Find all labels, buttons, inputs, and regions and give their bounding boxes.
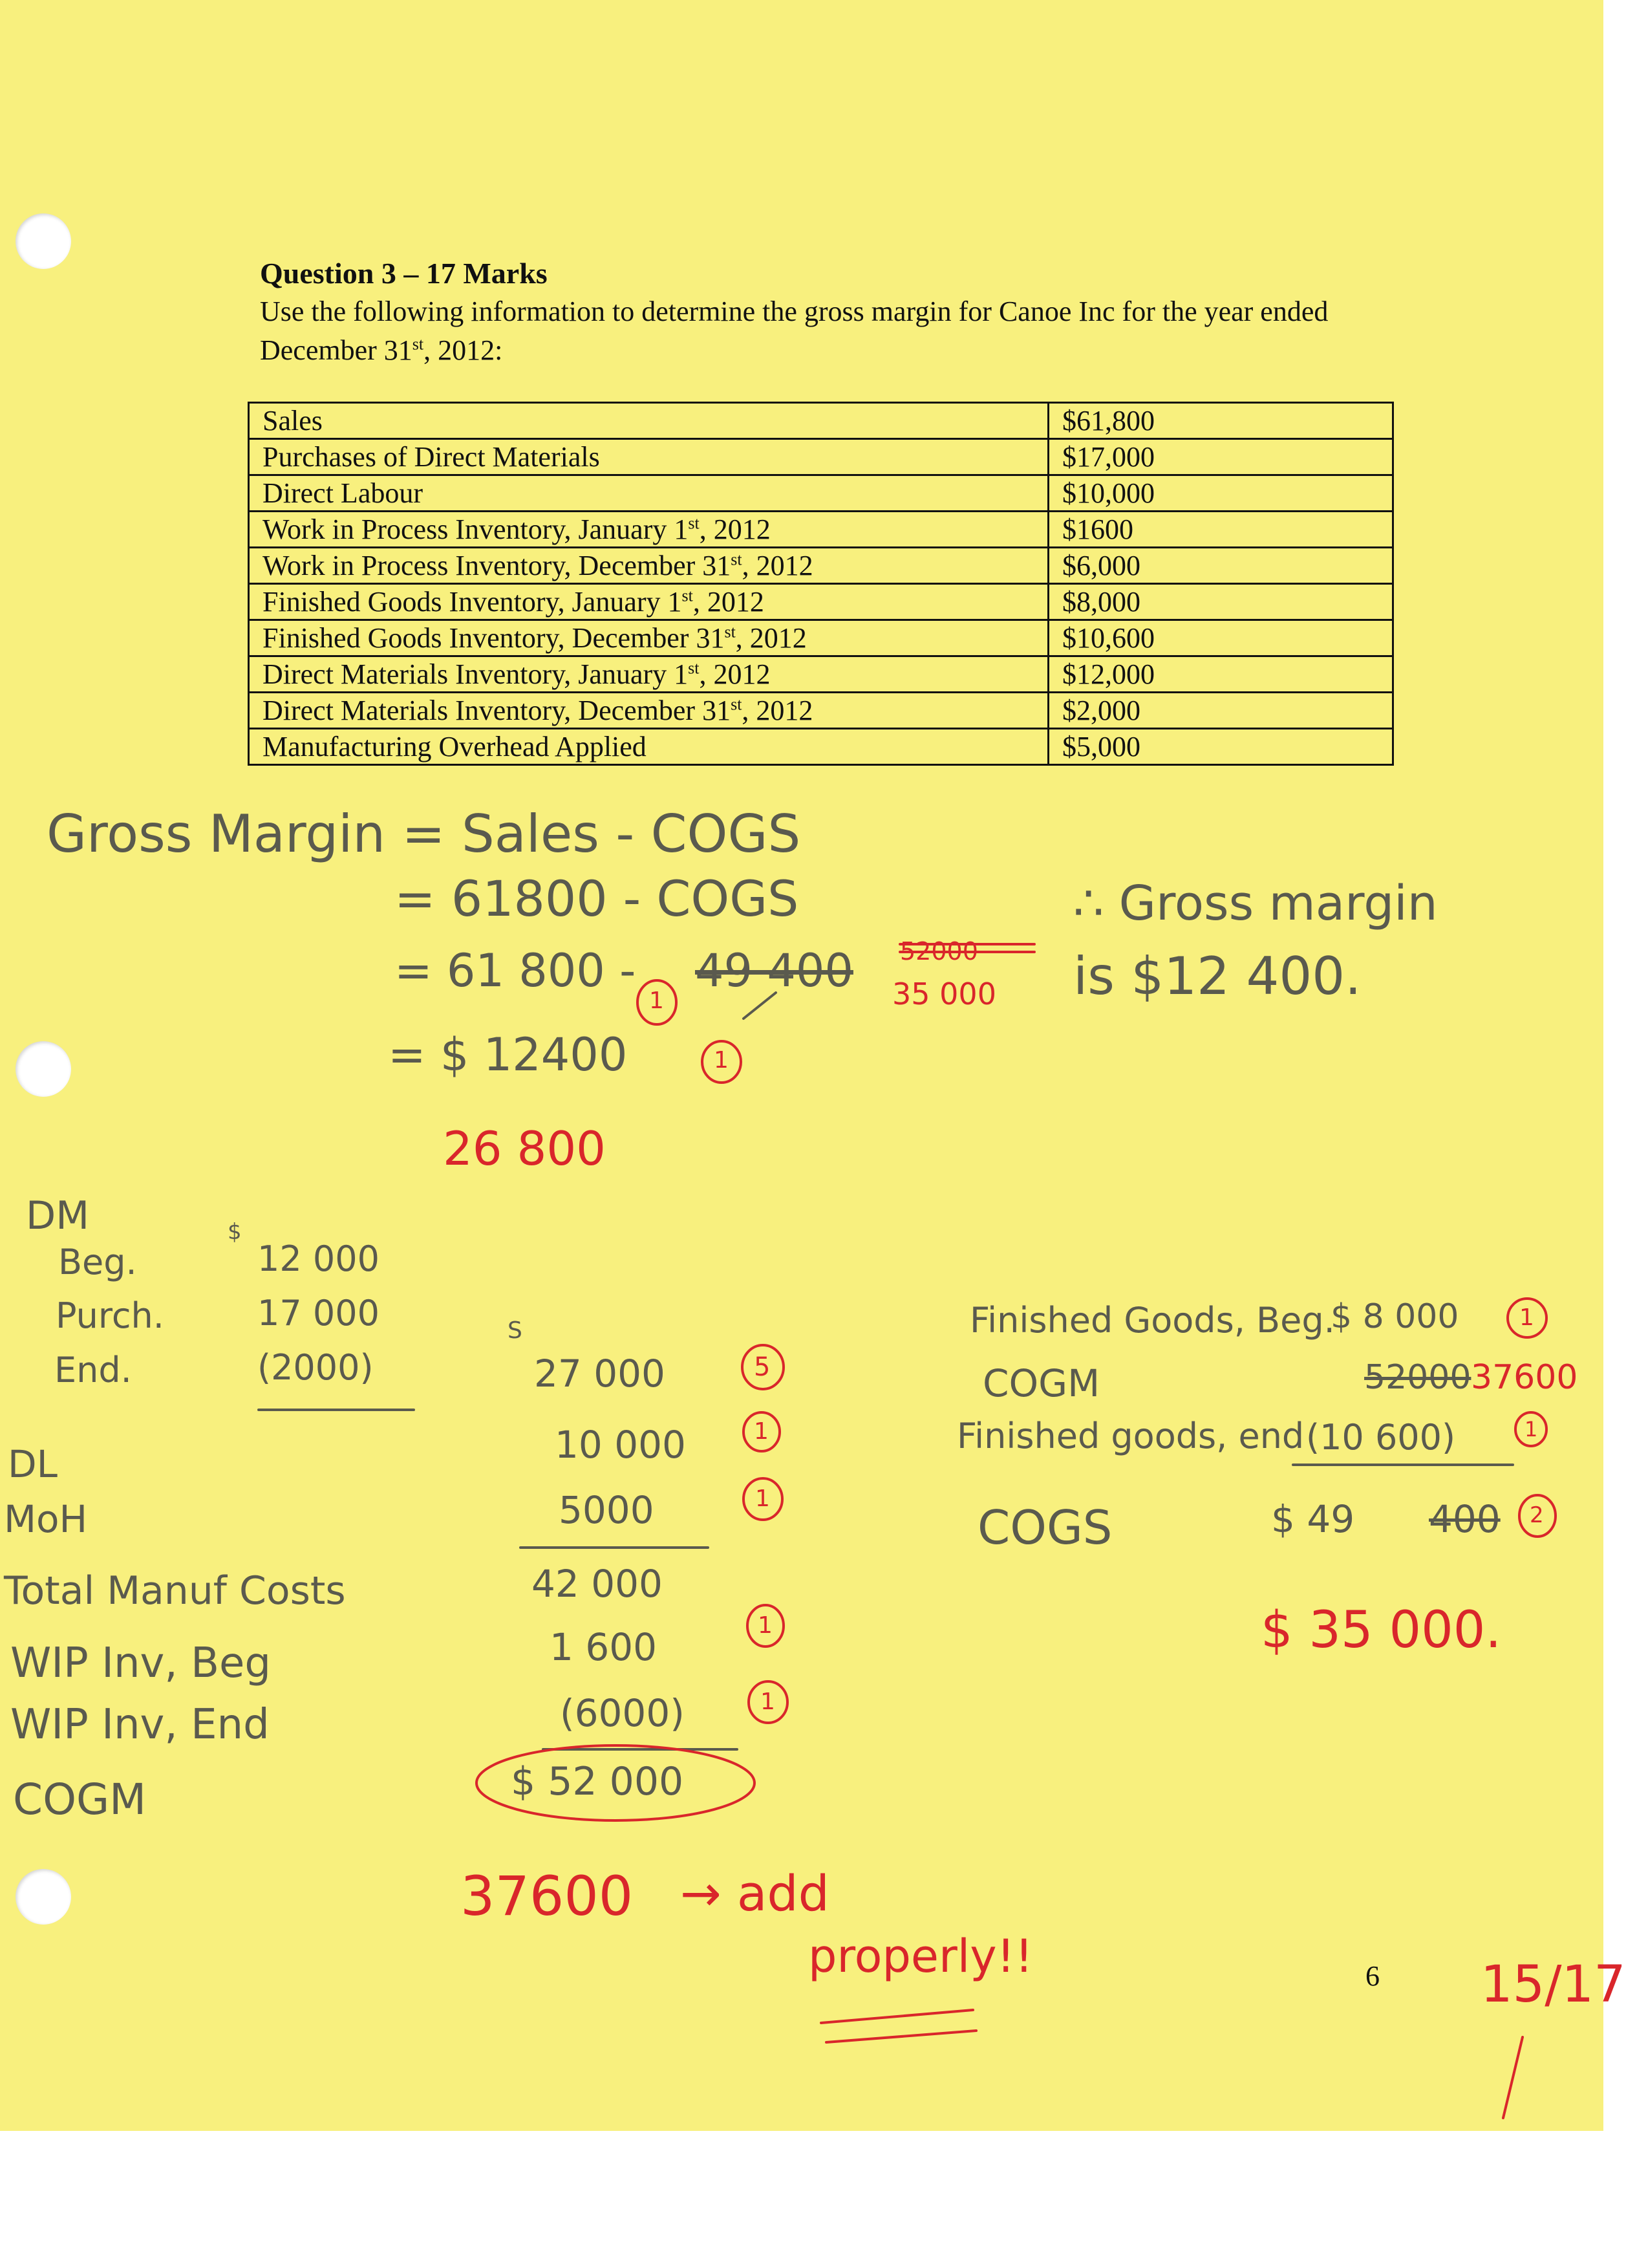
table-cell-label-text: Finished Goods Inventory, January 1 (262, 586, 682, 618)
fg-value-end: (10 600) (1306, 1417, 1456, 1458)
gm-formula-line2: = 61800 - COGS (394, 870, 799, 927)
table-row (249, 403, 1393, 439)
punch-hole-middle (16, 1041, 71, 1097)
cogm-dollar-sign: S (508, 1317, 522, 1344)
table-row (249, 584, 1393, 620)
table-cell-label-suffix: , 2012 (742, 550, 813, 581)
table-cell-label-text: Manufacturing Overhead Applied (262, 731, 647, 762)
table-row (249, 512, 1393, 548)
fg-beg-label: Finished Goods, Beg. (970, 1300, 1335, 1341)
table-cell-label-sup: st (681, 586, 693, 605)
mark-moh: 1 (755, 1485, 770, 1512)
mark-wip-beg: 1 (758, 1612, 773, 1639)
table-cell-label (249, 512, 1049, 548)
score: 15/17 (1481, 1956, 1626, 2014)
punch-hole-top (16, 213, 71, 269)
table-cell-value: $61,800 (1049, 403, 1393, 439)
cogm-value-dl: 10 000 (555, 1423, 686, 1467)
page-number: 6 (1365, 1960, 1380, 1992)
table-cell-label-text: Work in Process Inventory, December 31 (262, 550, 731, 581)
cogm-value-wip-beg: 1 600 (550, 1625, 658, 1669)
total-manuf-costs-label: Total Manuf Costs (4, 1568, 346, 1614)
table-cell-label (249, 439, 1049, 475)
table-cell-label-sup: st (688, 513, 700, 533)
table-cell-label-suffix: , 2012 (742, 695, 813, 726)
fg-cogm-label: COGM (983, 1361, 1100, 1405)
table-cell-label-text: Direct Materials Inventory, December 31 (262, 695, 731, 726)
table-cell-label-text: Finished Goods Inventory, December 31 (262, 622, 725, 654)
table-cell-label-suffix: , 2012 (735, 622, 807, 654)
table-cell-label-sup: st (688, 658, 700, 678)
mark-gm-result: 1 (714, 1047, 729, 1074)
table-cell-label (249, 475, 1049, 512)
table-cell-value: $12,000 (1049, 656, 1393, 693)
mark-dm-used: 5 (754, 1352, 771, 1382)
gm-formula-line1: Gross Margin = Sales - COGS (47, 804, 801, 864)
correction-add: → add (680, 1864, 829, 1922)
wip-beg-label: WIP Inv, Beg (10, 1639, 271, 1687)
dm-value-beg: 12 000 (257, 1238, 380, 1279)
mark-dl: 1 (754, 1418, 769, 1445)
gm-conclusion-line1: ∴ Gross margin (1073, 876, 1438, 931)
table-cell-label (249, 548, 1049, 584)
table-cell-label (249, 693, 1049, 729)
table-cell-value: $5,000 (1049, 729, 1393, 765)
fg-cogs-label: COGS (978, 1500, 1113, 1555)
gm-crossed-52000: 52000 (900, 937, 978, 966)
dl-label: DL (8, 1442, 58, 1486)
punch-hole-bottom (16, 1869, 71, 1925)
dm-value-purch: 17 000 (257, 1293, 380, 1334)
dm-label: DM (26, 1193, 89, 1238)
gm-correction-26800: 26 800 (443, 1121, 606, 1176)
table-cell-value: $10,600 (1049, 620, 1393, 656)
fg-end-label: Finished goods, end (957, 1416, 1305, 1456)
wip-end-label: WIP Inv, End (10, 1701, 270, 1749)
data-table (248, 402, 1394, 766)
question-text-part2: , 2012: (423, 334, 503, 366)
table-row (249, 729, 1393, 765)
cogm-label: COGM (13, 1775, 147, 1824)
question-text-part1: Use the following information to determine the gross margin for Canoe Inc for the year ended December 31 (260, 296, 1329, 366)
dm-purch-label: Purch. (56, 1295, 164, 1336)
table-row (249, 620, 1393, 656)
question-text (260, 292, 1385, 370)
table-cell-label-text: Work in Process Inventory, January 1 (262, 513, 689, 545)
table-cell-label-suffix: , 2012 (699, 513, 771, 545)
table-cell-label-suffix: , 2012 (692, 586, 764, 618)
cogm-value-dm-used: 27 000 (534, 1352, 665, 1396)
mark-fg-end: 1 (1524, 1417, 1538, 1442)
table-cell-label-text: Direct Materials Inventory, January 1 (262, 658, 689, 690)
fg-value-beg: $ 8 000 (1331, 1297, 1459, 1336)
table-row (249, 548, 1393, 584)
table-cell-label (249, 656, 1049, 693)
fg-correction-35000: $ 35 000. (1261, 1601, 1502, 1659)
gm-formula-line3-a: = 61 800 - (394, 944, 636, 997)
cogm-value-moh: 5000 (559, 1488, 654, 1532)
question-title: Question 3 – 17 Marks (260, 257, 548, 290)
cogm-value-total: 42 000 (531, 1562, 663, 1606)
table-cell-value: $6,000 (1049, 548, 1393, 584)
dm-beg-label: Beg. (58, 1242, 137, 1282)
fg-value-cogs-b: 400 (1429, 1497, 1501, 1541)
table-cell-label (249, 403, 1049, 439)
question-text-sup: st (412, 334, 424, 354)
table-row (249, 439, 1393, 475)
table-cell-value: $2,000 (1049, 693, 1393, 729)
table-cell-label-text: Direct Labour (262, 477, 423, 509)
gm-correction-35000: 35 000 (892, 977, 996, 1011)
mark-gm-cogs: 1 (649, 988, 664, 1014)
table-cell-label-sup: st (724, 622, 736, 642)
fg-value-cogs-a: $ 49 (1271, 1497, 1355, 1541)
table-cell-label-text: Sales (262, 405, 323, 437)
table-cell-label (249, 729, 1049, 765)
table-cell-value: $17,000 (1049, 439, 1393, 475)
gm-formula-line4: = $ 12400 (388, 1028, 628, 1081)
dm-value-end: (2000) (257, 1347, 374, 1388)
table-cell-label-text: Purchases of Direct Materials (262, 441, 600, 473)
table-cell-value: $8,000 (1049, 584, 1393, 620)
gm-conclusion-line2: is $12 400. (1073, 946, 1362, 1006)
table-row (249, 475, 1393, 512)
cogm-value-total-cogm: $ 52 000 (511, 1759, 684, 1804)
gm-cogs-value: 49 400 (695, 944, 853, 997)
fg-value-cogm-correction: 37600 (1471, 1358, 1578, 1397)
dm-dollar-sign: $ (228, 1219, 242, 1245)
correction-properly: properly!! (808, 1930, 1033, 1983)
mark-fg-beg: 1 (1519, 1304, 1534, 1331)
table-cell-value: $10,000 (1049, 475, 1393, 512)
table-row (249, 656, 1393, 693)
table-cell-label-suffix: , 2012 (699, 658, 771, 690)
table-cell-label-sup: st (731, 695, 742, 714)
moh-label: MoH (4, 1497, 88, 1541)
mark-cogs: 2 (1530, 1502, 1544, 1528)
table-cell-value: $1600 (1049, 512, 1393, 548)
table-row (249, 693, 1393, 729)
dm-end-label: End. (54, 1350, 132, 1390)
table-cell-label-sup: st (731, 550, 742, 569)
cogm-value-wip-end: (6000) (560, 1691, 685, 1735)
mark-wip-end: 1 (760, 1689, 775, 1715)
table-cell-label (249, 620, 1049, 656)
table-cell-label (249, 584, 1049, 620)
fg-value-cogm: 52000 (1364, 1358, 1471, 1397)
correction-37600: 37600 (460, 1864, 634, 1928)
